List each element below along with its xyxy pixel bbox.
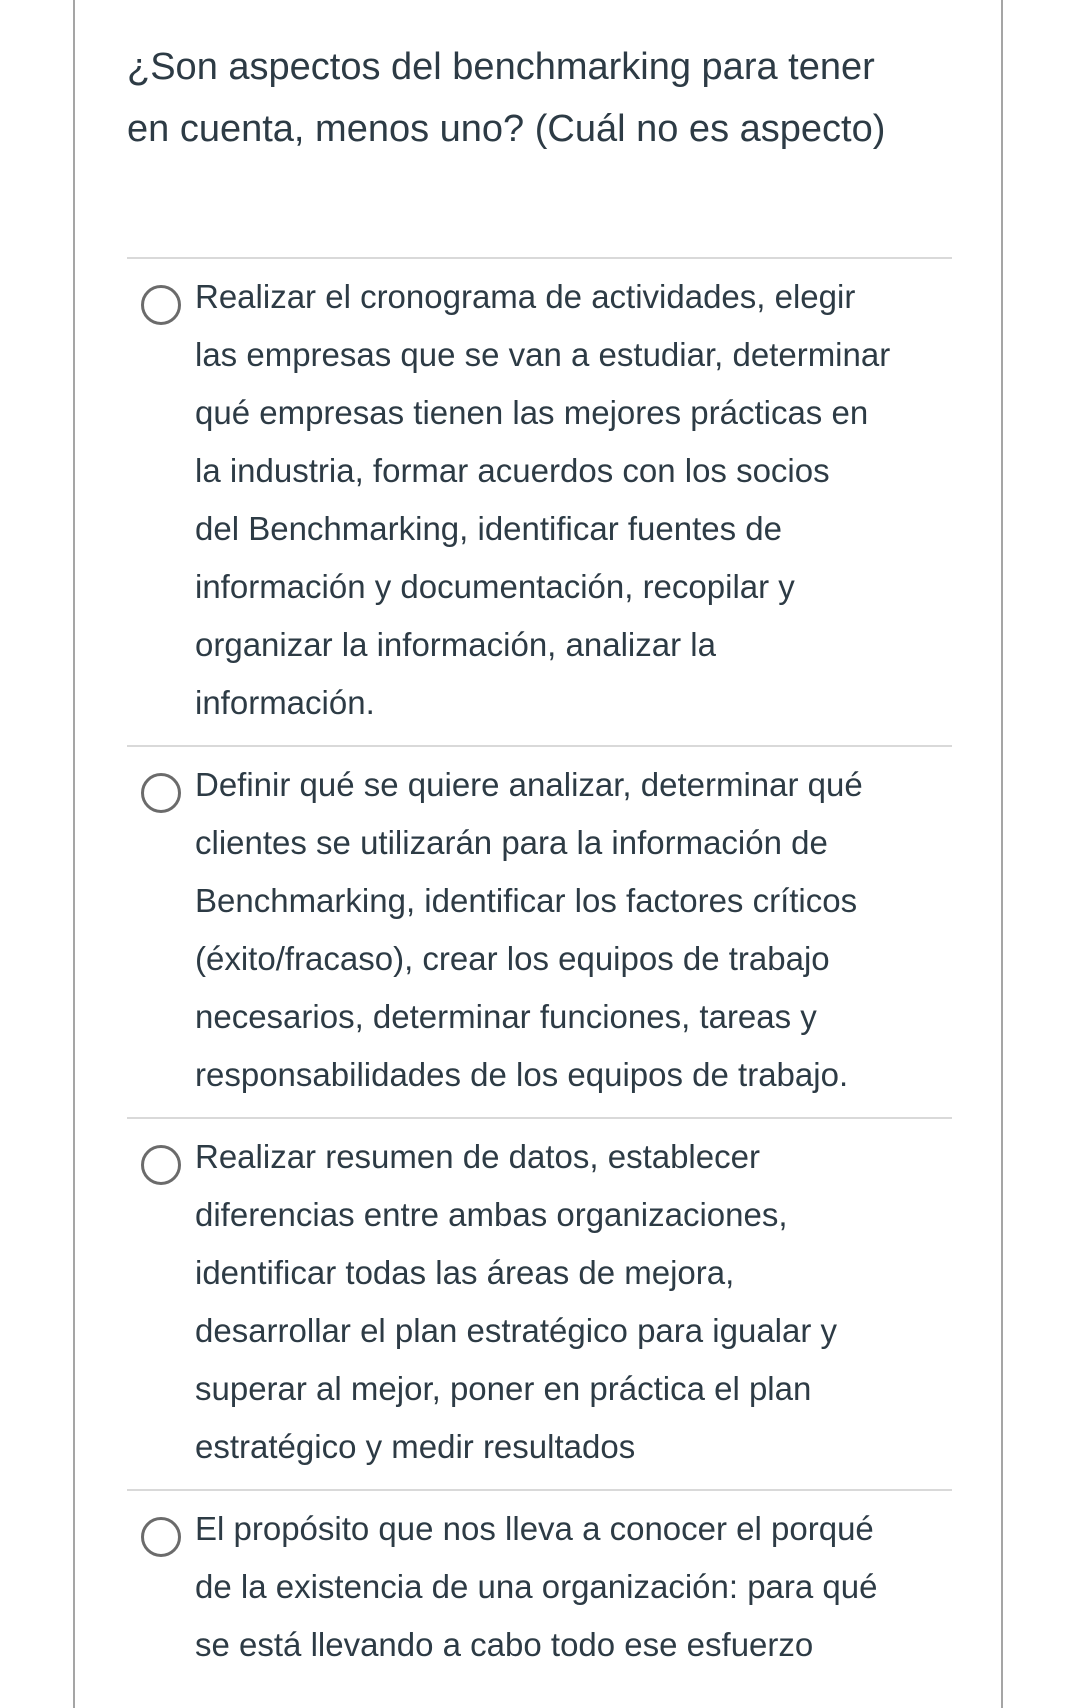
answer-label (195, 756, 863, 1104)
question-line: en cuenta, menos uno? (Cuál no es aspecto) (127, 108, 886, 150)
answer-line: Benchmarking, identificar los factores críticos (195, 882, 858, 919)
answer-option-2[interactable] (127, 745, 952, 1117)
answer-line: identificar todas las áreas de mejora, (195, 1254, 735, 1291)
answer-line: la industria, formar acuerdos con los socios (195, 452, 830, 489)
answer-line: (éxito/fracaso), crear los equipos de trabajo (195, 940, 830, 977)
answer-line: Realizar el cronograma de actividades, elegir (195, 278, 856, 315)
question-text (127, 36, 967, 160)
answer-label (195, 268, 890, 732)
answer-option-1[interactable] (127, 257, 952, 745)
answer-line: las empresas que se van a estudiar, determinar (195, 336, 891, 373)
answer-line: necesarios, determinar funciones, tareas y (195, 998, 817, 1035)
answer-line: qué empresas tienen las mejores prácticas en (195, 394, 869, 431)
radio-button-icon[interactable] (141, 1517, 181, 1557)
answer-line: información. (195, 684, 375, 721)
answer-label (195, 1128, 837, 1476)
radio-button-icon[interactable] (141, 285, 181, 325)
answer-line: información y documentación, recopilar y (195, 568, 795, 605)
answer-option-4[interactable] (127, 1489, 952, 1687)
answer-line: estratégico y medir resultados (195, 1428, 636, 1465)
radio-button-icon[interactable] (141, 773, 181, 813)
answer-line: del Benchmarking, identificar fuentes de (195, 510, 783, 547)
answer-line: clientes se utilizarán para la información de (195, 824, 828, 861)
answer-line: desarrollar el plan estratégico para igualar y (195, 1312, 838, 1349)
question-line: ¿Son aspectos del benchmarking para tener (127, 46, 875, 88)
answer-line: Realizar resumen de datos, establecer (195, 1138, 760, 1175)
answer-option-3[interactable] (127, 1117, 952, 1489)
answer-list (127, 257, 952, 1687)
answer-line: se está llevando a cabo todo ese esfuerzo (195, 1626, 814, 1663)
answer-line: Definir qué se quiere analizar, determinar qué (195, 766, 863, 803)
answer-line: El propósito que nos lleva a conocer el porqué (195, 1510, 874, 1547)
answer-line: organizar la información, analizar la (195, 626, 716, 663)
answer-line: superar al mejor, poner en práctica el plan (195, 1370, 812, 1407)
answer-label (195, 1500, 877, 1674)
answer-line: diferencias entre ambas organizaciones, (195, 1196, 788, 1233)
answer-line: de la existencia de una organización: para qué (195, 1568, 878, 1605)
answer-line: responsabilidades de los equipos de trabajo. (195, 1056, 849, 1093)
radio-button-icon[interactable] (141, 1145, 181, 1185)
